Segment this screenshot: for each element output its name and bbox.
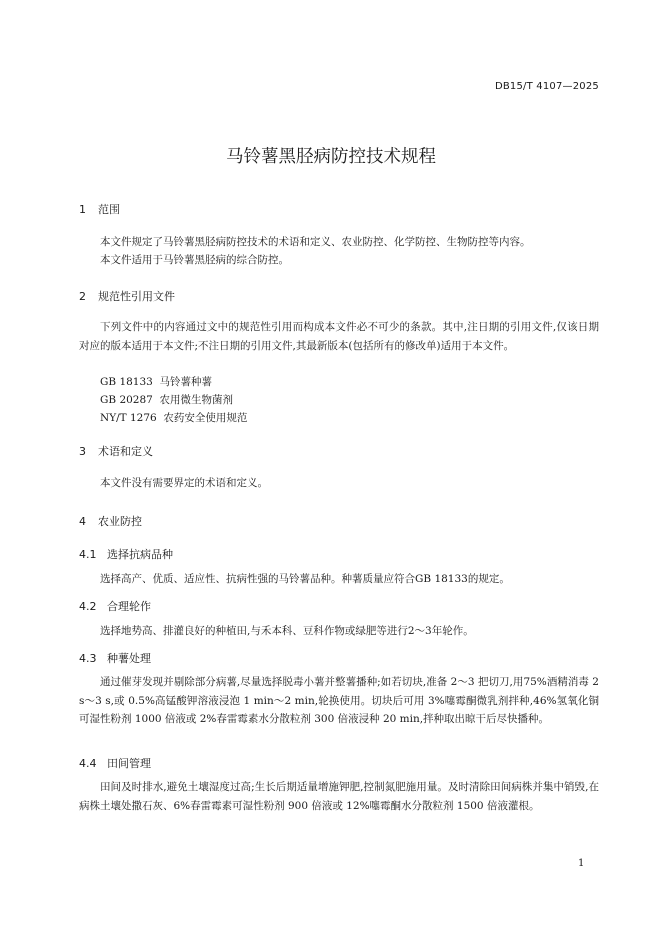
page-number: 1 [578,858,585,869]
reference-item: GB 18133 马铃薯种薯 [100,376,213,388]
subsection-number: 4.3 [79,652,97,665]
section-title: 规范性引用文件 [98,290,175,303]
section-4-heading [79,513,142,529]
section-number: 1 [79,203,86,216]
section-title: 术语和定义 [98,445,153,458]
section-number: 4 [79,515,86,528]
section-number: 3 [79,445,86,458]
section-1-heading [79,201,120,217]
subsection-title: 选择抗病品种 [107,548,173,561]
paragraph: 通过催芽发现并剔除部分病薯,尽量选择脱毒小薯并整薯播种;如若切块,准备 2～3 把切刀,用75%酒精消毒 2 s～3 s,或 0.5%高锰酸钾溶液浸泡 1 min～2 min,轮换使用。切块后可用 3%噻霉酮微乳剂拌种,46%氢氧化铜可湿性粉剂 1000 倍液或 2%春雷霉素水分散粒剂 300 倍液浸种 20 min,拌种取出晾干后尽快播种。 [79,676,599,725]
subsection-title: 合理轮作 [107,600,151,613]
subsection-4-3-heading [79,650,151,666]
section-number: 2 [79,290,86,303]
paragraph: 田间及时排水,避免土壤湿度过高;生长后期适量增施钾肥,控制氮肥施用量。及时清除田间病株并集中销毁,在病株土壤处撒石灰、6%春雷霉素可湿性粉剂 900 倍液或 12%噻霉酮水分散粒剂 1500 倍液灌根。 [79,781,599,812]
paragraph: 选择地势高、排灌良好的种植田,与禾本科、豆科作物或绿肥等进行2～3年轮作。 [100,625,474,637]
subsection-number: 4.1 [79,548,97,561]
subsection-title: 田间管理 [107,757,151,770]
paragraph: 下列文件中的内容通过文中的规范性引用而构成本文件必不可少的条款。其中,注日期的引用文件,仅该日期对应的版本适用于本文件;不注日期的引用文件,其最新版本(包括所有的修改单)适用于本文件。 [79,321,599,352]
section-title: 农业防控 [98,515,142,528]
subsection-title: 种薯处理 [107,652,151,665]
standard-code: DB15/T 4107—2025 [494,81,599,92]
paragraph: 本文件规定了马铃薯黑胫病防控技术的术语和定义、农业防控、化学防控、生物防控等内容。 [100,236,531,248]
paragraph: 本文件没有需要界定的术语和定义。 [100,477,268,489]
reference-item: GB 20287 农用微生物菌剂 [100,394,234,406]
reference-item: NY/T 1276 农药安全使用规范 [100,412,248,424]
section-3-heading [79,443,153,459]
subsection-number: 4.2 [79,600,97,613]
section-2-heading [79,288,175,304]
paragraph: 选择高产、优质、适应性、抗病性强的马铃薯品种。种薯质量应符合GB 18133的规定。 [100,573,510,585]
paragraph: 本文件适用于马铃薯黑胫病的综合防控。 [100,254,289,266]
subsection-number: 4.4 [79,757,97,770]
section-title: 范围 [98,203,120,216]
subsection-4-2-heading [79,598,151,614]
subsection-4-4-heading [79,755,151,771]
document-title: 马铃薯黑胫病防控技术规程 [226,147,436,167]
subsection-4-1-heading [79,546,173,562]
